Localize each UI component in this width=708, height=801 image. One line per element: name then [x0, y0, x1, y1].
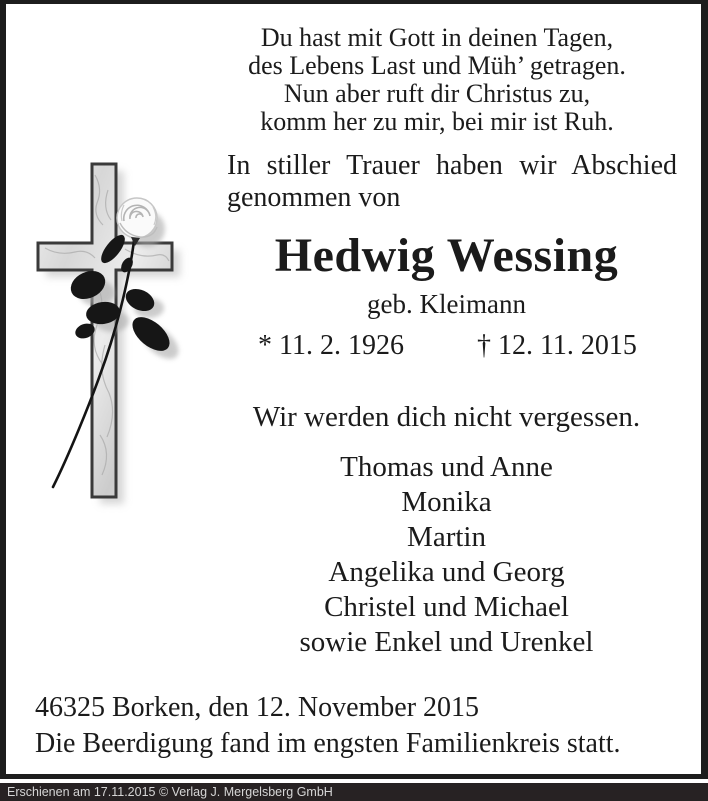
farewell-line: Wir werden dich nicht vergessen.: [252, 401, 641, 433]
deceased-name: Hedwig Wessing: [274, 229, 619, 282]
mourners-list: [198, 450, 695, 660]
birth-date: * 11. 2. 1926: [258, 330, 404, 361]
publication-info-text: Erschienen am 17.11.2015 © Verlag J. Mergelsberg GmbH: [7, 785, 333, 799]
cross-rose-image: [5, 145, 225, 515]
poem-line: Nun aber ruft dir Christus zu,: [283, 79, 591, 108]
intro-line: genommen von: [227, 182, 401, 213]
mourner-line: Christel und Michael: [324, 591, 569, 623]
poem-line: Du hast mit Gott in deinen Tagen,: [260, 23, 614, 52]
mourner-line: Monika: [401, 486, 492, 518]
mourner-line: Thomas und Anne: [340, 451, 553, 483]
poem-line: des Lebens Last und Müh’ getragen.: [248, 51, 626, 80]
place-and-date: 46325 Borken, den 12. November 2015: [35, 692, 480, 723]
intro-paragraph: [227, 150, 677, 214]
maiden-name: geb. Kleimann: [367, 289, 526, 319]
funeral-note: Die Beerdigung fand im engsten Familienkreis statt.: [35, 728, 621, 759]
opening-poem: [177, 24, 697, 136]
death-date: † 12. 11. 2015: [476, 330, 637, 361]
mourner-line: sowie Enkel und Urenkel: [299, 626, 594, 658]
mourner-line: Angelika und Georg: [328, 556, 565, 588]
mourner-line: Martin: [407, 521, 486, 553]
poem-line: komm her zu mir, bei mir ist Ruh.: [260, 107, 614, 136]
intro-line: In stiller Trauer haben wir Abschied: [227, 150, 677, 181]
life-dates: [258, 330, 637, 362]
publication-info-bar: [0, 783, 708, 801]
